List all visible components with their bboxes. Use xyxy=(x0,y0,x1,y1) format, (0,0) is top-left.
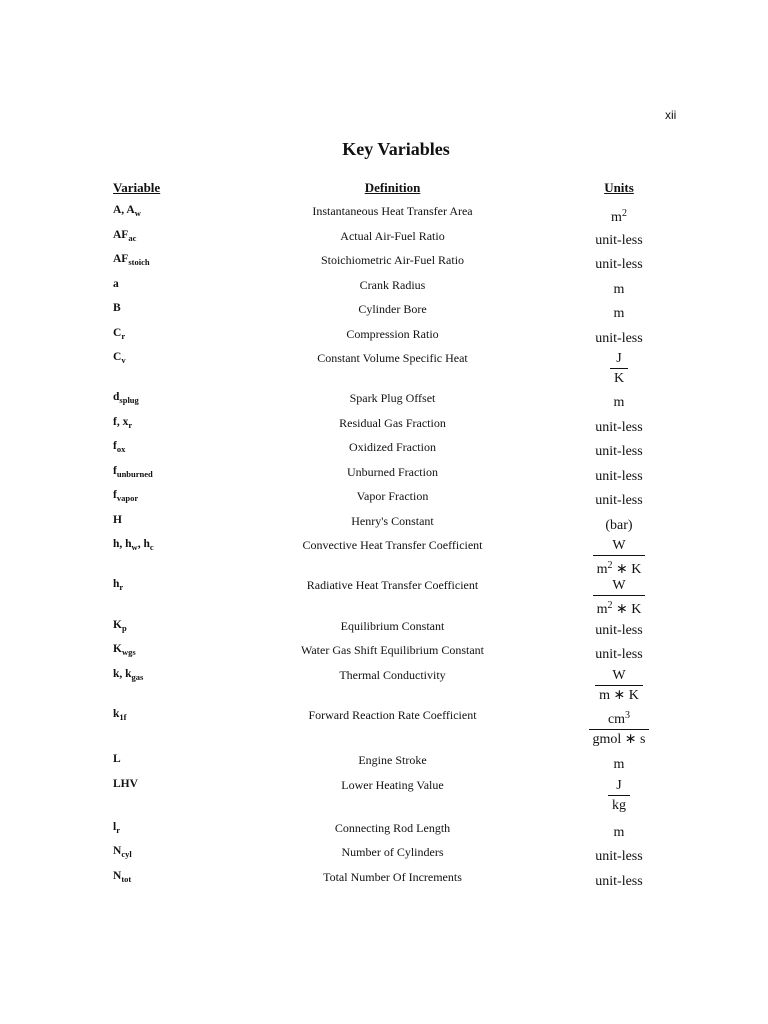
unit-numerator xyxy=(593,536,646,555)
unit-numerator xyxy=(608,776,630,795)
page-title: Key Variables xyxy=(342,139,450,159)
variable-subscript: w xyxy=(134,208,141,218)
variable-units xyxy=(560,706,678,749)
variable-definition: Constant Volume Specific Heat xyxy=(317,351,468,365)
unit-text: kg xyxy=(612,798,626,813)
unit-text: unit-less xyxy=(595,233,643,248)
variable-symbol xyxy=(113,778,138,790)
unit-text: cm xyxy=(607,712,626,727)
unit-text: W xyxy=(612,668,626,683)
variable-symbol xyxy=(113,204,141,218)
variable-symbol xyxy=(113,440,125,454)
variable-units xyxy=(560,666,678,705)
variable-definition: Stoichiometric Air-Fuel Ratio xyxy=(320,253,465,267)
variable-symbol xyxy=(113,514,122,526)
variable-symbol xyxy=(113,489,138,503)
variable-definition: Cylinder Bore xyxy=(358,302,427,316)
unit-text: ∗ K xyxy=(612,602,642,617)
unit-denominator xyxy=(608,795,630,815)
variable-subscript: tot xyxy=(121,874,132,884)
variable-subscript: v xyxy=(121,355,126,365)
variable-symbol xyxy=(113,821,120,835)
variable-definition: Number of Cylinders xyxy=(341,845,444,859)
variable-main: f xyxy=(113,440,117,452)
variable-units xyxy=(560,349,678,388)
variable-main: N xyxy=(113,870,122,882)
variable-definition: Spark Plug Offset xyxy=(349,391,436,405)
variable-subscript: r xyxy=(119,582,124,592)
unit-text: m xyxy=(611,210,622,225)
unit-text: m xyxy=(596,602,608,617)
variable-units xyxy=(560,208,678,226)
variable-units xyxy=(560,536,678,579)
unit-fraction xyxy=(593,536,646,579)
variable-definition: Engine Stroke xyxy=(358,753,427,767)
variable-subscript: p xyxy=(121,623,127,633)
variable-definition: Vapor Fraction xyxy=(356,489,429,503)
variable-symbol xyxy=(113,538,154,552)
variable-subscript: splug xyxy=(119,395,139,405)
variable-subscript: vapor xyxy=(116,493,139,503)
variable-units xyxy=(560,518,678,534)
variable-definition: Convective Heat Transfer Coefficient xyxy=(302,538,483,552)
variable-definition: Unburned Fraction xyxy=(347,465,438,479)
variable-units xyxy=(560,420,678,436)
variable-definition: Total Number Of Increments xyxy=(323,870,462,884)
variable-main: K xyxy=(113,643,122,655)
unit-superscript: 2 xyxy=(607,560,613,571)
unit-numerator xyxy=(593,576,646,595)
unit-denominator xyxy=(610,368,628,388)
unit-numerator xyxy=(589,706,650,729)
unit-text: unit-less xyxy=(595,420,643,435)
variable-main: f xyxy=(113,489,117,501)
variable-units xyxy=(560,282,678,298)
header-variable: Variable xyxy=(113,180,161,195)
variable-definition: Connecting Rod Length xyxy=(334,821,451,835)
variable-main: C xyxy=(113,327,122,339)
unit-fraction xyxy=(593,576,646,619)
variable-main: l xyxy=(113,821,117,833)
variable-main: , h xyxy=(137,538,150,550)
variable-units xyxy=(560,306,678,322)
unit-text: J xyxy=(616,778,622,793)
unit-numerator xyxy=(595,666,643,685)
variable-units xyxy=(560,469,678,485)
unit-denominator xyxy=(595,685,643,705)
variable-subscript: r xyxy=(121,331,126,341)
unit-text: unit-less xyxy=(595,257,643,272)
variable-units xyxy=(560,647,678,663)
unit-text: unit-less xyxy=(595,849,643,864)
unit-text: ∗ K xyxy=(612,562,642,577)
variable-units xyxy=(560,825,678,841)
unit-text: gmol ∗ s xyxy=(592,732,646,747)
variable-main: L xyxy=(113,753,121,765)
unit-text: (bar) xyxy=(605,518,633,533)
variable-symbol xyxy=(113,870,131,884)
page-number: xii xyxy=(665,108,677,122)
variable-main: H xyxy=(113,514,122,526)
unit-denominator xyxy=(593,595,646,619)
variable-subscript: r xyxy=(128,420,133,430)
variable-definition: Henry's Constant xyxy=(351,514,434,528)
variable-symbol xyxy=(113,753,121,765)
variable-symbol xyxy=(113,302,121,314)
variable-subscript: gas xyxy=(131,672,144,682)
variable-definition: Residual Gas Fraction xyxy=(339,416,446,430)
variable-symbol xyxy=(113,391,139,405)
unit-fraction xyxy=(610,349,628,388)
variable-main: k xyxy=(113,708,120,720)
variable-units xyxy=(560,757,678,773)
variable-subscript: w xyxy=(131,542,138,552)
variable-subscript: ac xyxy=(128,233,137,243)
variable-main: N xyxy=(113,845,122,857)
variable-subscript: c xyxy=(149,542,154,552)
unit-text: unit-less xyxy=(595,331,643,346)
variable-symbol xyxy=(113,578,123,592)
variable-definition: Thermal Conductivity xyxy=(339,668,446,682)
unit-text: unit-less xyxy=(595,647,643,662)
variable-symbol xyxy=(113,229,136,243)
unit-text: m xyxy=(613,282,625,297)
variable-units xyxy=(560,849,678,865)
variable-units xyxy=(560,576,678,619)
variable-main: d xyxy=(113,391,120,403)
unit-text: J xyxy=(616,351,622,366)
unit-text: m ∗ K xyxy=(599,688,639,703)
unit-text: m xyxy=(613,395,625,410)
variable-symbol xyxy=(113,465,153,479)
unit-text: unit-less xyxy=(595,493,643,508)
variable-units xyxy=(560,233,678,249)
variable-units xyxy=(560,444,678,460)
variable-subscript: stoich xyxy=(128,257,150,267)
variable-symbol xyxy=(113,619,127,633)
variable-units xyxy=(560,874,678,890)
variable-subscript: unburned xyxy=(116,469,153,479)
unit-fraction xyxy=(589,706,650,749)
variable-symbol xyxy=(113,253,150,267)
variable-main: f, x xyxy=(113,416,129,428)
variable-subscript: r xyxy=(116,825,120,835)
unit-text: unit-less xyxy=(595,623,643,638)
variable-definition: Water Gas Shift Equilibrium Constant xyxy=(300,643,484,657)
variable-subscript: 1f xyxy=(119,712,127,722)
variable-symbol xyxy=(113,845,132,859)
variable-subscript: ox xyxy=(116,444,126,454)
unit-text: m xyxy=(596,562,608,577)
unit-text: unit-less xyxy=(595,469,643,484)
variable-definition: Actual Air-Fuel Ratio xyxy=(340,229,445,243)
variable-symbol xyxy=(113,668,143,682)
unit-numerator xyxy=(610,349,628,368)
variable-definition: Oxidized Fraction xyxy=(349,440,436,454)
unit-text: unit-less xyxy=(595,444,643,459)
variable-definition: Lower Heating Value xyxy=(341,778,444,792)
variable-main: h xyxy=(113,578,120,590)
variable-main: B xyxy=(113,302,121,314)
variable-main: h, h xyxy=(113,538,132,550)
unit-fraction xyxy=(595,666,643,705)
variable-symbol xyxy=(113,278,119,290)
variable-main: LHV xyxy=(113,778,138,790)
variable-definition: Equilibrium Constant xyxy=(340,619,445,633)
unit-text: m xyxy=(613,757,625,772)
unit-text: K xyxy=(613,371,625,386)
unit-superscript: 3 xyxy=(625,710,631,721)
variable-units xyxy=(560,776,678,815)
variable-subscript: cyl xyxy=(121,849,132,859)
variable-units xyxy=(560,623,678,639)
unit-superscript: 2 xyxy=(607,600,613,611)
variable-main: K xyxy=(113,619,122,631)
variable-main: f xyxy=(113,465,117,477)
variable-definition: Crank Radius xyxy=(359,278,426,292)
variable-main: C xyxy=(113,351,122,363)
variable-units xyxy=(560,395,678,411)
unit-text: W xyxy=(612,578,626,593)
variable-symbol xyxy=(113,327,125,341)
variable-units xyxy=(560,493,678,509)
variable-main: a xyxy=(113,278,119,290)
variable-definition: Radiative Heat Transfer Coefficient xyxy=(306,578,479,592)
variable-symbol xyxy=(113,351,126,365)
variable-units xyxy=(560,257,678,273)
variable-symbol xyxy=(113,643,136,657)
variable-definition: Forward Reaction Rate Coefficient xyxy=(308,708,477,722)
unit-fraction xyxy=(608,776,630,815)
variable-definition: Compression Ratio xyxy=(346,327,439,341)
unit-superscript: 2 xyxy=(621,208,627,219)
variable-symbol xyxy=(113,708,127,722)
unit-text: m xyxy=(613,825,625,840)
header-units: Units xyxy=(604,180,634,195)
variable-main: AF xyxy=(113,253,129,265)
unit-denominator xyxy=(589,729,650,749)
variable-main: A, A xyxy=(113,204,135,216)
variable-units xyxy=(560,331,678,347)
variable-main: k, k xyxy=(113,668,132,680)
header-definition: Definition xyxy=(364,180,421,195)
variable-subscript: wgs xyxy=(121,647,136,657)
variable-symbol xyxy=(113,416,132,430)
unit-text: W xyxy=(612,538,626,553)
variable-definition: Instantaneous Heat Transfer Area xyxy=(312,204,473,218)
variable-main: AF xyxy=(113,229,129,241)
unit-text: m xyxy=(613,306,625,321)
unit-text: unit-less xyxy=(595,874,643,889)
